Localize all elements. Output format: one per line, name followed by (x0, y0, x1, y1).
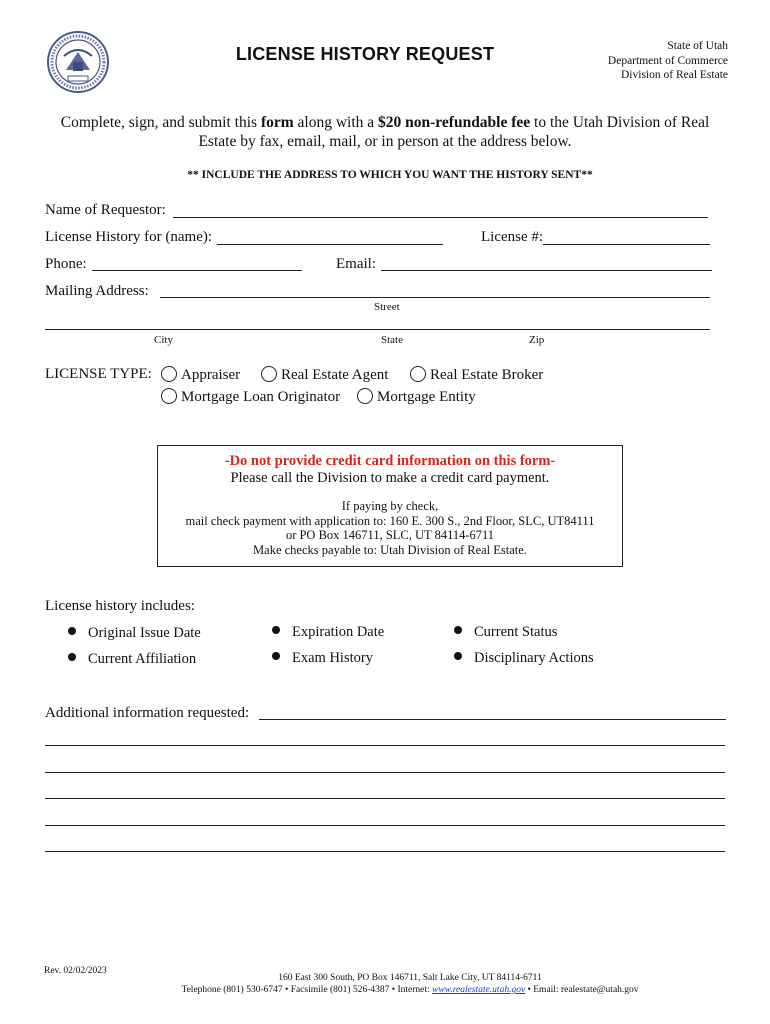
agency-state: State of Utah (667, 40, 728, 52)
radio-real-estate-broker[interactable] (410, 366, 543, 384)
footer-contact-prefix: Telephone (801) 530-6747 • Facsimile (801) 526-4387 • Internet: (181, 985, 433, 995)
license-number-label: License #: (481, 229, 544, 245)
intro-text (60, 113, 710, 151)
radio-appraiser[interactable] (161, 366, 240, 384)
additional-info-line[interactable] (45, 745, 725, 746)
history-for-field[interactable] (217, 244, 443, 245)
mailing-address-label: Mailing Address: (45, 283, 149, 299)
radio-mortgage-loan-originator[interactable] (161, 388, 340, 406)
history-for-label: License History for (name): (45, 229, 213, 245)
intro-part: to the Utah Division of Real Estate by fax, email, mail, or in person at the address below. (198, 114, 710, 150)
requestor-field[interactable] (173, 217, 708, 218)
include-address-note: ** INCLUDE THE ADDRESS TO WHICH YOU WANT THE HISTORY SENT** (187, 169, 593, 181)
requestor-label: Name of Requestor: (45, 202, 166, 218)
radio-circle-icon[interactable] (410, 366, 426, 382)
radio-label: Real Estate Agent (281, 367, 389, 383)
footer-contact (120, 984, 700, 996)
agency-division: Division of Real Estate (621, 69, 728, 81)
email-label: Email: (336, 256, 376, 272)
city-state-zip-field[interactable] (45, 329, 710, 330)
radio-circle-icon[interactable] (161, 388, 177, 404)
radio-mortgage-entity[interactable] (357, 388, 476, 406)
additional-info-line[interactable] (45, 851, 725, 852)
additional-info-line[interactable] (45, 825, 725, 826)
includes-item: Original Issue Date (68, 625, 201, 642)
radio-label: Appraiser (181, 367, 241, 383)
includes-item: Disciplinary Actions (454, 650, 594, 667)
page-title: LICENSE HISTORY REQUEST (235, 44, 495, 64)
intro-bold-form: form (260, 114, 294, 131)
check-line: If paying by check, (341, 499, 439, 513)
bullet-icon (454, 652, 462, 660)
radio-circle-icon[interactable] (357, 388, 373, 404)
radio-circle-icon[interactable] (261, 366, 277, 382)
radio-label: Mortgage Loan Originator (181, 389, 341, 405)
website-link[interactable]: www.realestate.utah.gov (432, 985, 526, 995)
includes-item: Exam History (272, 650, 373, 667)
agency-department: Department of Commerce (607, 54, 728, 67)
bullet-icon (454, 626, 462, 634)
agency-block (608, 39, 728, 83)
includes-item: Current Affiliation (68, 651, 196, 668)
street-caption: Street (374, 301, 400, 313)
includes-label: License history includes: (45, 598, 195, 614)
check-line: mail check payment with application to: 160 E. 300 S., 2nd Floor, SLC, UT84111 (185, 513, 595, 528)
credit-card-call-note: Please call the Division to make a credit card payment. (230, 470, 550, 486)
footer-address: 160 East 300 South, PO Box 146711, Salt Lake City, UT 84114-6711 (278, 973, 542, 983)
credit-card-warning: -Do not provide credit card information on this form- (224, 453, 556, 469)
city-caption: City (154, 334, 173, 346)
radio-label: Real Estate Broker (430, 367, 544, 383)
additional-info-line[interactable] (259, 719, 726, 720)
bullet-icon (68, 653, 76, 661)
revision-date: Rev. 02/02/2023 (44, 966, 107, 976)
radio-label: Mortgage Entity (377, 389, 476, 405)
payment-notice-box (157, 445, 623, 567)
additional-info-line[interactable] (45, 798, 725, 799)
state-seal-icon (46, 30, 110, 94)
additional-info-label: Additional information requested: (45, 705, 250, 721)
includes-item: Expiration Date (272, 624, 384, 641)
intro-bold-fee: $20 non-refundable fee (378, 114, 531, 131)
includes-item: Current Status (454, 624, 557, 641)
license-number-field[interactable] (543, 244, 710, 245)
phone-label: Phone: (45, 256, 87, 272)
footer (120, 972, 700, 996)
phone-field[interactable] (92, 270, 302, 271)
check-line: Make checks payable to: Utah Division of Real Estate. (253, 542, 527, 557)
bullet-icon (272, 626, 280, 634)
radio-real-estate-agent[interactable] (261, 366, 388, 384)
license-type-label: LICENSE TYPE: (45, 366, 152, 382)
intro-part: along with a (293, 114, 379, 131)
state-caption: State (381, 334, 403, 346)
bullet-icon (272, 652, 280, 660)
additional-info-line[interactable] (45, 772, 725, 773)
bullet-icon (68, 627, 76, 635)
radio-circle-icon[interactable] (161, 366, 177, 382)
street-field[interactable] (160, 297, 710, 298)
intro-part: Complete, sign, and submit this (60, 114, 261, 131)
footer-contact-suffix: • Email: realestate@utah.gov (525, 985, 639, 995)
zip-caption: Zip (529, 334, 545, 346)
email-field[interactable] (381, 270, 712, 271)
check-line: or PO Box 146711, SLC, UT 84114-6711 (285, 528, 495, 542)
check-payment-instructions (158, 499, 622, 557)
